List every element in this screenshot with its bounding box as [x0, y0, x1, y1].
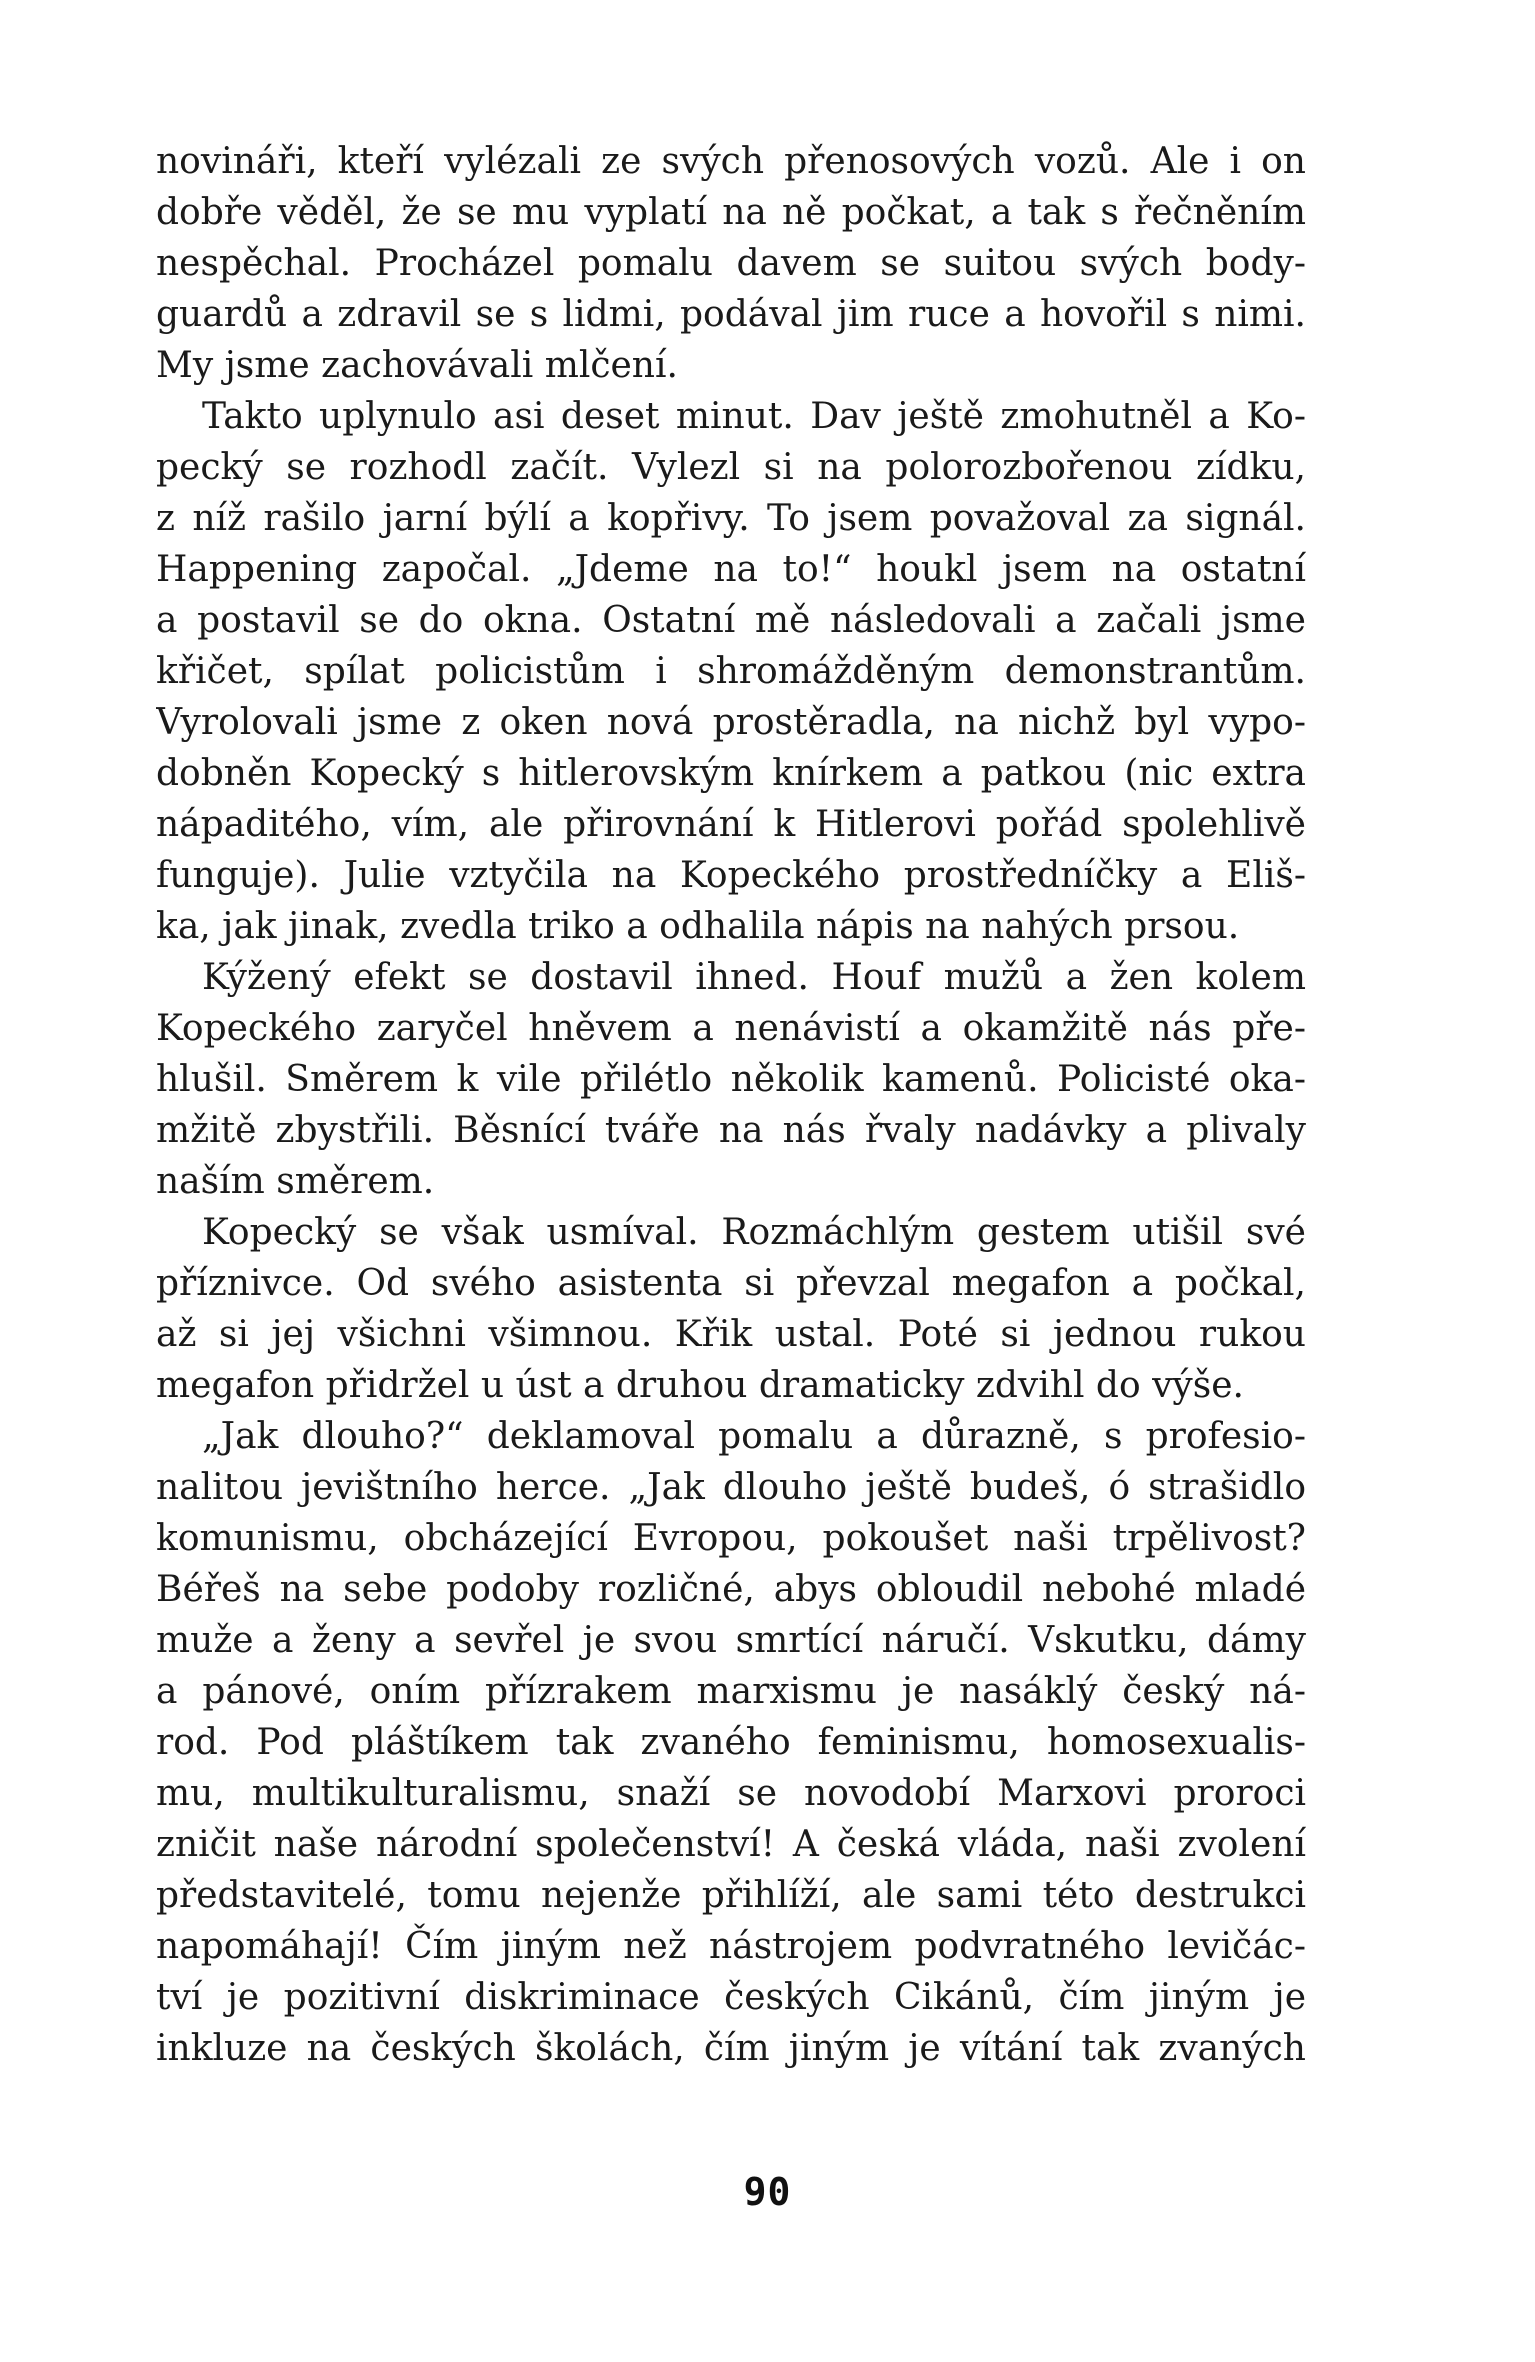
text-line: Kýžený efekt se dostavil ihned. Houf mužů a žen kolem: [202, 957, 1306, 998]
text-line: až si jej všichni všimnou. Křik ustal. Poté si jednou rukou: [156, 1314, 1306, 1355]
text-line: nalitou jevištního herce. „Jak dlouho ještě budeš, ó strašidlo: [156, 1467, 1306, 1508]
text-line: muže a ženy a sevřel je svou smrtící náručí. Vskutku, dámy: [156, 1620, 1306, 1661]
text-line: tví je pozitivní diskriminace českých Cikánů, čím jiným je: [156, 1977, 1306, 2018]
text-line: inkluze na českých školách, čím jiným je vítání tak zvaných: [156, 2028, 1306, 2069]
text-line: nespěchal. Procházel pomalu davem se suitou svých body-: [156, 243, 1306, 284]
text-line: rod. Pod pláštíkem tak zvaného feminismu, homosexualis-: [156, 1722, 1306, 1763]
text-line: guardů a zdravil se s lidmi, podával jim ruce a hovořil s nimi.: [156, 294, 1306, 335]
text-line: mžitě zbystřili. Běsnící tváře na nás řvaly nadávky a plivaly: [156, 1110, 1306, 1151]
text-line: Happening započal. „Jdeme na to!“ houkl jsem na ostatní: [156, 549, 1306, 590]
text-line: příznivce. Od svého asistenta si převzal megafon a počkal,: [156, 1263, 1306, 1304]
text-line: Béřeš na sebe podoby rozličné, abys obloudil nebohé mladé: [156, 1569, 1306, 1610]
text-line: Takto uplynulo asi deset minut. Dav ještě zmohutněl a Ko-: [202, 396, 1306, 437]
text-line: představitelé, tomu nejenže přihlíží, ale sami této destrukci: [156, 1875, 1306, 1916]
text-line: mu, multikulturalismu, snaží se novodobí Marxovi proroci: [156, 1773, 1306, 1814]
text-line: a pánové, oním přízrakem marxismu je nasáklý český ná-: [156, 1671, 1306, 1712]
text-line: „Jak dlouho?“ deklamoval pomalu a důrazně, s profesio-: [202, 1416, 1306, 1457]
text-line: funguje). Julie vztyčila na Kopeckého prostředníčky a Eliš-: [156, 855, 1306, 896]
text-line: hlušil. Směrem k vile přilétlo několik kamenů. Policisté oka-: [156, 1059, 1306, 1100]
text-line: dobře věděl, že se mu vyplatí na ně počkat, a tak s řečněním: [156, 192, 1306, 233]
text-line: dobněn Kopecký s hitlerovským knírkem a patkou (nic extra: [156, 753, 1306, 794]
text-line: novináři, kteří vylézali ze svých přenosových vozů. Ale i on: [156, 141, 1306, 182]
text-line: komunismu, obcházející Evropou, pokoušet naši trpělivost?: [156, 1518, 1306, 1559]
text-line: megafon přidržel u úst a druhou dramaticky zdvihl do výše.: [156, 1365, 1244, 1406]
text-line: z níž rašilo jarní býlí a kopřivy. To jsem považoval za signál.: [156, 498, 1306, 539]
text-line: My jsme zachovávali mlčení.: [156, 345, 678, 386]
text-line: zničit naše národní společenství! A česká vláda, naši zvolení: [156, 1824, 1306, 1865]
text-line: nápaditého, vím, ale přirovnání k Hitlerovi pořád spolehlivě: [156, 804, 1306, 845]
body-text: [156, 136, 1306, 2074]
text-line: ka, jak jinak, zvedla triko a odhalila nápis na nahých prsou.: [156, 906, 1240, 947]
text-line: Kopeckého zaryčel hněvem a nenávistí a okamžitě nás pře-: [156, 1008, 1306, 1049]
text-line: a postavil se do okna. Ostatní mě následovali a začali jsme: [156, 600, 1306, 641]
text-line: pecký se rozhodl začít. Vylezl si na polorozbořenou zídku,: [156, 447, 1306, 488]
page-number: 90: [743, 2170, 792, 2214]
text-line: křičet, spílat policistům i shromážděným demonstrantům.: [156, 651, 1306, 692]
text-line: Kopecký se však usmíval. Rozmáchlým gestem utišil své: [202, 1212, 1306, 1253]
text-line: naším směrem.: [156, 1161, 435, 1202]
text-line: napomáhají! Čím jiným než nástrojem podvratného levičác-: [156, 1926, 1306, 1967]
text-line: Vyrolovali jsme z oken nová prostěradla, na nichž byl vypo-: [156, 702, 1306, 743]
